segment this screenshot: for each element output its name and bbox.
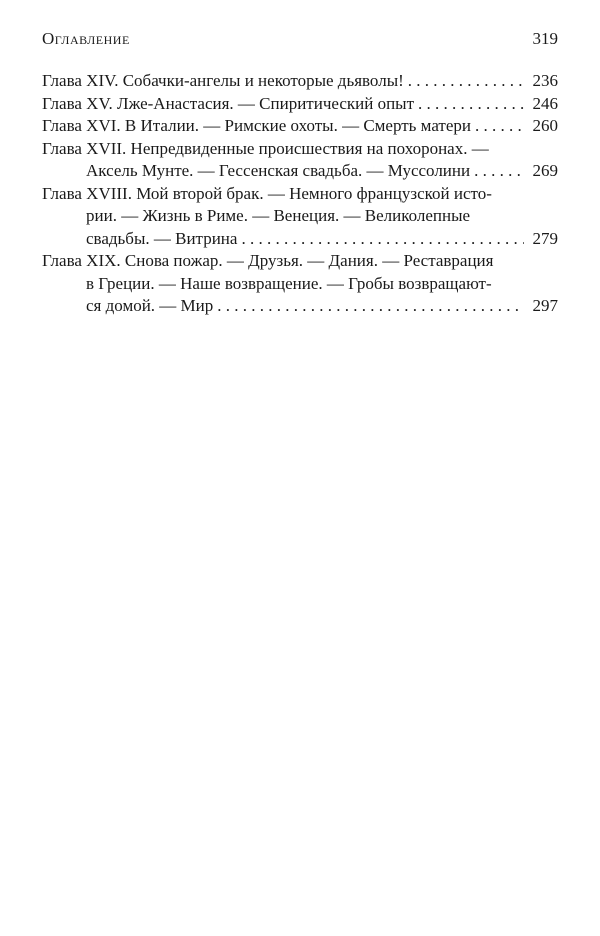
- toc-line: [42, 183, 558, 206]
- toc-page-number: 236: [532, 71, 558, 90]
- toc-line: [42, 295, 558, 318]
- toc-page-number: 279: [532, 228, 558, 248]
- toc-entry: [42, 250, 558, 318]
- toc-page-number: 297: [532, 296, 558, 315]
- toc-entry-continuation: в Греции. — Наше возвращение. — Гробы возвращают-: [86, 273, 492, 293]
- table-of-contents: [42, 70, 558, 318]
- toc-entry: [42, 70, 558, 93]
- toc-entry: [42, 93, 558, 116]
- dot-leader: [217, 295, 524, 318]
- toc-line: [42, 115, 558, 138]
- dot-leader: [418, 93, 524, 116]
- toc-entry-title: Глава XVI. В Италии. — Римские охоты. — Смерть матери: [42, 116, 472, 135]
- toc-entry: [42, 138, 558, 183]
- toc-line: [42, 228, 558, 251]
- toc-entry: [42, 115, 558, 138]
- dot-leader: [474, 160, 524, 183]
- toc-entry-title: Глава XIV. Собачки-ангелы и некоторые дьяволы!: [42, 71, 404, 90]
- toc-line: [42, 250, 558, 273]
- toc-line: [42, 70, 558, 93]
- toc-entry-title: Глава XVIII. Мой второй брак. — Немного французской исто-: [42, 183, 492, 203]
- running-head-title: Оглавление: [42, 29, 130, 48]
- toc-entry: [42, 183, 558, 251]
- toc-entry-title: Глава XV. Лже-Анастасия. — Спиритический опыт: [42, 93, 415, 113]
- toc-line: [42, 93, 558, 116]
- dot-leader: [241, 228, 524, 251]
- toc-line: [42, 160, 558, 183]
- running-head: [42, 29, 558, 51]
- toc-entry-continuation: свадьбы. — Витрина: [86, 228, 238, 248]
- toc-line: [42, 205, 558, 228]
- toc-page-number: 260: [532, 116, 558, 135]
- toc-page-number: 269: [532, 161, 558, 180]
- toc-line: [42, 273, 558, 296]
- toc-entry-continuation: Аксель Мунте. — Гессенская свадьба. — Муссолини: [86, 161, 471, 180]
- toc-entry-continuation: рии. — Жизнь в Риме. — Венеция. — Великолепные: [86, 206, 471, 225]
- toc-entry-title: Глава XIX. Снова пожар. — Друзья. — Дания. — Реставрация: [42, 251, 494, 270]
- toc-line: [42, 138, 558, 161]
- toc-page-number: 246: [532, 93, 558, 113]
- dot-leader: [475, 115, 524, 138]
- dot-leader: [408, 70, 524, 93]
- page-number: 319: [532, 29, 558, 48]
- toc-entry-continuation: ся домой. — Мир: [86, 296, 214, 315]
- toc-entry-title: Глава XVII. Непредвиденные происшествия на похоронах. —: [42, 138, 489, 158]
